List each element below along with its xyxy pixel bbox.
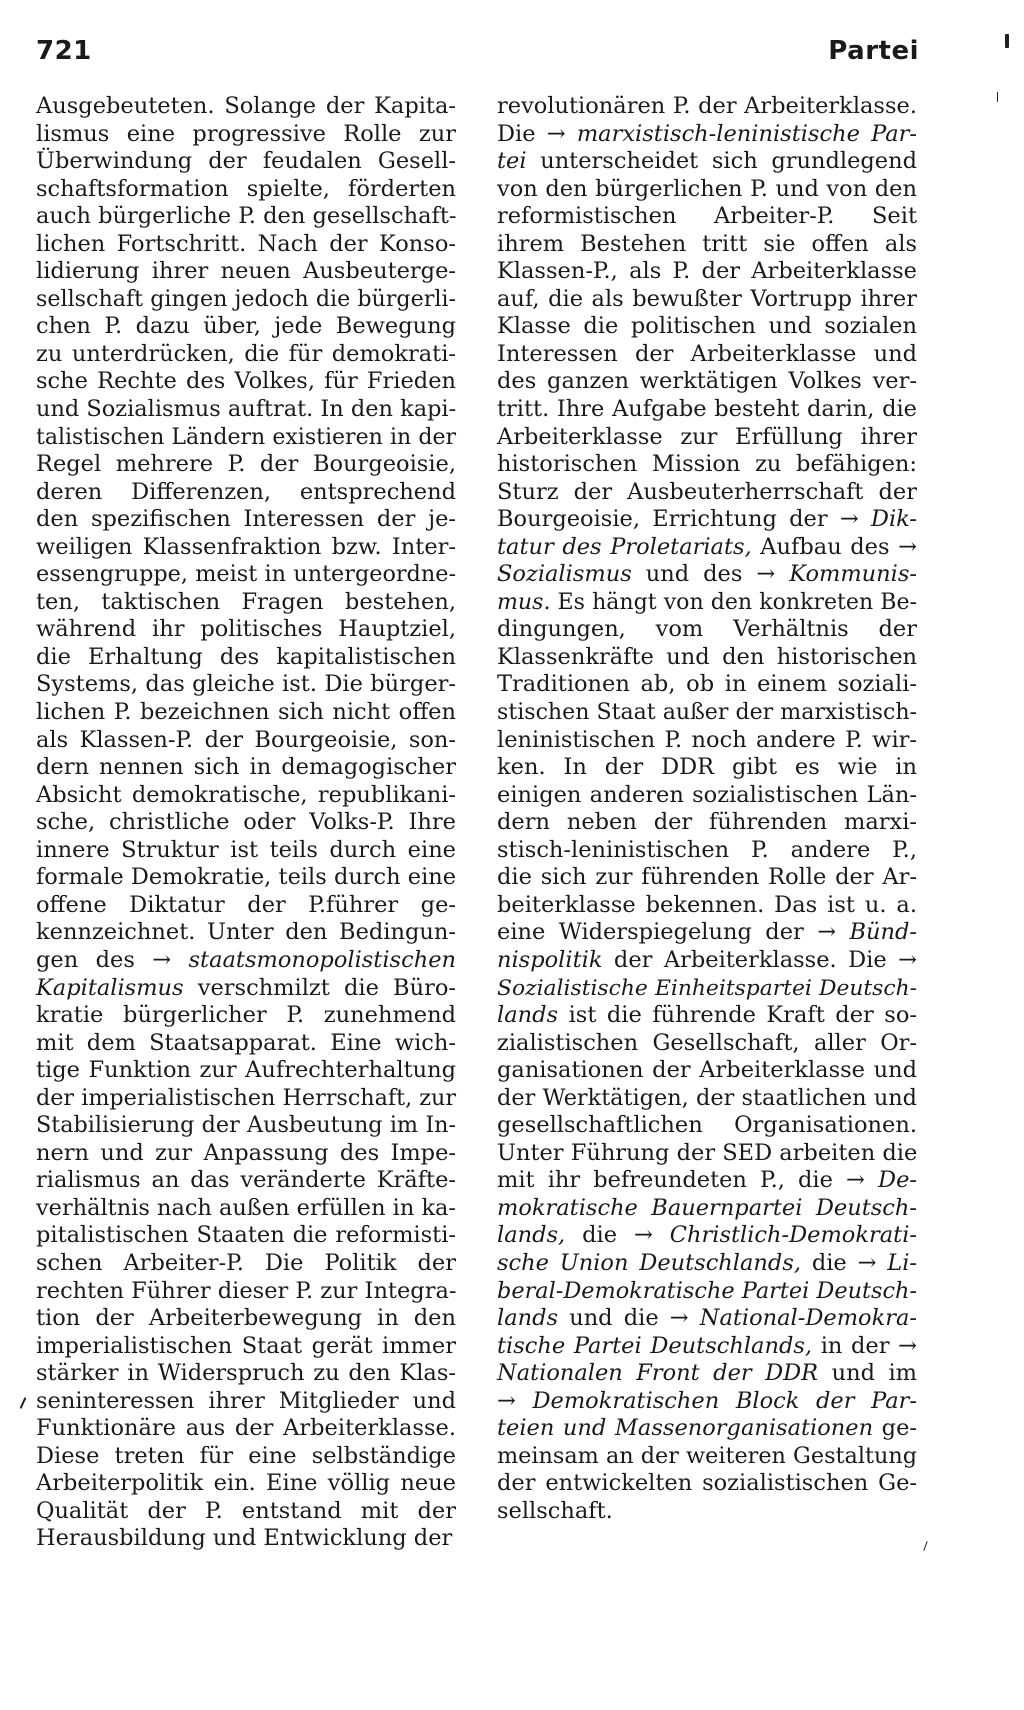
text-line xyxy=(497,1278,917,1306)
text-line xyxy=(36,1333,456,1361)
cross-reference: marxistisch-leninistische Par- xyxy=(576,120,917,147)
text-line xyxy=(497,1305,917,1333)
text-line xyxy=(36,1525,456,1553)
text-line xyxy=(36,809,456,837)
text-segment: revolutionären P. der Arbeiterklasse. xyxy=(497,93,917,119)
text-segment: rechten Führer dieser P. zur Integra- xyxy=(36,1277,457,1304)
text-line xyxy=(36,1388,456,1416)
text-segment: unterscheidet sich grundlegend xyxy=(526,148,917,175)
text-line xyxy=(36,1305,456,1333)
text-segment: der Arbeiterklasse. Die → xyxy=(602,946,917,973)
text-line xyxy=(497,782,917,810)
text-line xyxy=(36,699,456,727)
text-segment: offene Diktatur der P.führer ge- xyxy=(36,891,456,918)
text-line xyxy=(36,1112,456,1140)
text-segment: ihrem Bestehen tritt sie offen als xyxy=(497,230,917,257)
cross-reference: Sozialismus xyxy=(497,561,632,588)
text-segment: beiterklasse bekennen. Das ist u. a. xyxy=(497,891,917,918)
text-segment: Funktionäre aus der Arbeiterklasse. xyxy=(36,1415,456,1442)
text-line xyxy=(36,1167,456,1195)
cross-reference: Li- xyxy=(887,1249,917,1276)
text-line xyxy=(497,1167,917,1195)
cross-reference: Bünd- xyxy=(849,919,917,946)
text-segment: von den bürgerlichen P. und von den xyxy=(497,175,917,202)
text-segment: Klassenkräfte und den historischen xyxy=(497,643,917,670)
text-line xyxy=(497,975,917,1003)
text-segment: ganisationen der Arbeiterklasse und xyxy=(497,1057,917,1084)
text-segment: tige Funktion zur Aufrechterhaltung xyxy=(36,1057,456,1084)
text-line xyxy=(36,1222,456,1250)
text-line xyxy=(497,313,917,341)
text-line xyxy=(497,892,917,920)
text-line xyxy=(497,1030,917,1058)
text-line xyxy=(497,258,917,286)
text-line xyxy=(36,837,456,865)
text-line xyxy=(497,93,917,121)
text-segment: einigen anderen sozialistischen Län- xyxy=(497,781,917,808)
text-segment: schen Arbeiter-P. Die Politik der xyxy=(36,1249,456,1276)
text-line xyxy=(497,368,917,396)
text-segment: imperialistischen Staat gerät immer xyxy=(36,1332,456,1359)
text-segment: und die → xyxy=(558,1305,700,1332)
text-line xyxy=(497,671,917,699)
scan-speck xyxy=(997,92,998,102)
text-line xyxy=(497,396,917,424)
text-segment: ist die führende Kraft der so- xyxy=(558,1002,917,1029)
text-line xyxy=(36,451,456,479)
text-line xyxy=(36,671,456,699)
text-segment: mit dem Staatsapparat. Eine wich- xyxy=(36,1029,456,1056)
text-line xyxy=(36,1195,456,1223)
text-line xyxy=(497,1140,917,1168)
text-segment: schaftsformation spielte, förderten xyxy=(36,175,456,202)
text-segment: lichen Fortschritt. Nach der Konso- xyxy=(36,230,456,257)
text-segment: zu unterdrücken, die für demokrati- xyxy=(36,340,456,367)
text-segment: deren Differenzen, entsprechend xyxy=(36,478,456,505)
text-segment: seninteressen ihrer Mitglieder und xyxy=(36,1387,456,1414)
text-segment: lidierung ihrer neuen Ausbeuterge- xyxy=(36,258,456,285)
text-segment: auch bürgerliche P. den gesellschaft- xyxy=(36,203,457,230)
text-segment: stischen Staat außer der marxistisch- xyxy=(497,700,917,726)
text-segment: Traditionen ab, ob in einem soziali- xyxy=(497,671,917,698)
cross-reference: Demokratischen Block der Par- xyxy=(532,1387,917,1414)
text-line xyxy=(36,396,456,424)
text-segment: leninistischen P. noch andere P. wir- xyxy=(497,726,917,753)
text-line xyxy=(497,561,917,589)
text-line xyxy=(36,1085,456,1113)
text-line xyxy=(36,506,456,534)
text-line xyxy=(497,589,917,617)
text-segment: Unter Führung der SED arbeiten die xyxy=(497,1139,918,1166)
cross-reference: Dik- xyxy=(870,506,917,533)
text-line xyxy=(36,1250,456,1278)
text-segment: reformistischen Arbeiter-P. Seit xyxy=(497,203,917,230)
text-line xyxy=(36,1498,456,1526)
text-line xyxy=(36,1415,456,1443)
text-segment: Regel mehrere P. der Bourgeoisie, xyxy=(36,451,456,478)
text-line xyxy=(497,1002,917,1030)
text-line xyxy=(497,286,917,314)
cross-reference: Christlich-Demokrati- xyxy=(669,1222,917,1249)
text-line xyxy=(497,644,917,672)
text-line xyxy=(497,1470,917,1498)
text-segment: verhältnis nach außen erfüllen in ka- xyxy=(36,1194,456,1221)
text-line xyxy=(497,1498,917,1526)
text-line xyxy=(497,479,917,507)
text-line xyxy=(497,1057,917,1085)
cross-reference: tische Partei Deutschlands, xyxy=(497,1332,813,1359)
text-segment: die → xyxy=(565,1222,670,1249)
text-segment: und im xyxy=(818,1360,917,1387)
text-line xyxy=(497,148,917,176)
text-segment: chen P. dazu über, jede Bewegung xyxy=(36,313,456,340)
text-line xyxy=(36,754,456,782)
text-line xyxy=(497,1443,917,1471)
text-segment: lismus eine progressive Rolle zur xyxy=(36,120,456,147)
cross-reference: tei xyxy=(497,148,527,175)
text-segment: dern neben der führenden marxi- xyxy=(497,809,917,836)
text-line xyxy=(36,616,456,644)
text-segment: auf, die als bewußter Vortrupp ihrer xyxy=(497,285,917,312)
text-segment: ken. In der DDR gibt es wie in xyxy=(497,754,917,781)
text-segment: Überwindung der feudalen Gesell- xyxy=(36,148,456,175)
cross-reference: beral-Demokratische Partei Deutsch- xyxy=(497,1277,917,1304)
text-line xyxy=(36,1002,456,1030)
text-line xyxy=(36,644,456,672)
running-head-title: Partei xyxy=(828,36,919,66)
text-segment: als Klassen-P. der Bourgeoisie, son- xyxy=(36,726,456,753)
text-segment: Interessen der Arbeiterklasse und xyxy=(497,340,917,367)
text-segment: Arbeiterklasse zur Erfüllung ihrer xyxy=(497,423,917,450)
text-line xyxy=(36,975,456,1003)
text-segment: den spezifischen Interessen der je- xyxy=(36,506,456,533)
cross-reference: Nationalen Front der DDR xyxy=(497,1360,819,1387)
text-segment: dern nennen sich in demagogischer xyxy=(36,754,456,781)
text-line xyxy=(36,121,456,149)
cross-reference: nispolitik xyxy=(497,946,603,973)
text-line xyxy=(36,892,456,920)
text-segment: ge- xyxy=(873,1415,917,1442)
text-column-left xyxy=(36,93,456,1553)
cross-reference: teien und Massenorganisationen xyxy=(497,1415,874,1442)
text-segment: Bourgeoisie, Errichtung der → xyxy=(497,506,871,533)
text-segment: Klassen-P., als P. der Arbeiterklasse xyxy=(497,258,917,285)
text-line xyxy=(36,258,456,286)
text-line xyxy=(36,919,456,947)
text-segment: nern und zur Anpassung des Impe- xyxy=(36,1139,456,1166)
text-line xyxy=(497,1388,917,1416)
text-segment: pitalistischen Staaten die reformisti- xyxy=(36,1222,456,1249)
text-segment: Absicht demokratische, republikani- xyxy=(36,781,456,808)
text-line xyxy=(497,1195,917,1223)
text-line xyxy=(497,424,917,452)
cross-reference: Sozialistische Einheitspartei Deutsch- xyxy=(497,975,917,1001)
text-segment: Stabilisierung der Ausbeutung im In- xyxy=(36,1112,456,1139)
cross-reference: tatur des Proletariats, xyxy=(497,533,752,560)
text-line xyxy=(36,479,456,507)
text-segment: zialistischen Gesellschaft, aller Or- xyxy=(497,1029,917,1056)
scan-speck xyxy=(1005,34,1009,48)
text-line xyxy=(497,203,917,231)
text-line xyxy=(497,809,917,837)
text-line xyxy=(497,727,917,755)
scan-speck xyxy=(20,1397,27,1409)
text-segment: und des → xyxy=(631,561,790,588)
text-line xyxy=(497,121,917,149)
text-segment: Aufbau des → xyxy=(751,533,917,560)
text-line xyxy=(497,919,917,947)
text-line xyxy=(36,1360,456,1388)
text-line xyxy=(36,176,456,204)
cross-reference: De- xyxy=(878,1167,917,1194)
text-line xyxy=(36,93,456,121)
text-line xyxy=(36,782,456,810)
text-segment: der entwickelten sozialistischen Ge- xyxy=(497,1470,917,1497)
page-number: 721 xyxy=(36,36,92,66)
text-line xyxy=(497,1333,917,1361)
text-segment: formale Demokratie, teils durch eine xyxy=(36,864,456,891)
text-segment: Sturz der Ausbeuterherrschaft der xyxy=(497,478,917,505)
text-segment: kennzeichnet. Unter den Bedingun- xyxy=(36,919,456,946)
cross-reference: National-Demokra- xyxy=(699,1305,917,1332)
text-segment: in der → xyxy=(812,1332,917,1359)
text-segment: Arbeiterpolitik ein. Eine völlig neue xyxy=(36,1470,456,1497)
text-line xyxy=(497,864,917,892)
text-line xyxy=(497,754,917,782)
text-line xyxy=(36,561,456,589)
text-column-right xyxy=(497,93,917,1525)
cross-reference: lands xyxy=(497,1305,559,1332)
text-segment: der imperialistischen Herrschaft, zur xyxy=(36,1084,456,1111)
text-segment: essengruppe, meist in untergeordne- xyxy=(36,561,456,588)
cross-reference: lands, xyxy=(497,1222,566,1249)
text-line xyxy=(36,534,456,562)
text-line xyxy=(36,589,456,617)
text-segment: die Erhaltung des kapitalistischen xyxy=(36,643,456,670)
text-segment: talistischen Ländern existieren in der xyxy=(36,424,456,450)
text-line xyxy=(36,1470,456,1498)
cross-reference: mus. xyxy=(497,589,551,615)
text-segment: Qualität der P. entstand mit der xyxy=(36,1497,456,1524)
text-segment: sellschaft gingen jedoch die bürgerli- xyxy=(36,285,456,312)
text-line xyxy=(497,947,917,975)
text-segment: sellschaft. xyxy=(497,1497,613,1524)
text-segment: Herausbildung und Entwicklung der xyxy=(36,1525,453,1552)
text-segment: während ihr politisches Hauptziel, xyxy=(36,616,456,643)
text-line xyxy=(36,148,456,176)
text-line xyxy=(36,1278,456,1306)
cross-reference: Kommunis- xyxy=(789,561,917,588)
text-segment: sche Rechte des Volkes, für Frieden xyxy=(36,368,456,395)
text-line xyxy=(497,1085,917,1113)
text-segment: innere Struktur ist teils durch eine xyxy=(36,836,456,863)
text-segment: Die → xyxy=(497,120,577,147)
text-line xyxy=(497,231,917,259)
text-segment: tritt. Ihre Aufgabe besteht darin, die xyxy=(497,396,917,423)
text-segment: rialismus an das veränderte Kräfte- xyxy=(36,1167,456,1194)
text-segment: ten, taktischen Fragen bestehen, xyxy=(36,588,456,615)
text-segment: mit ihr befreundeten P., die → xyxy=(497,1167,879,1194)
text-segment: und Sozialismus auftrat. In den kapi- xyxy=(36,396,457,423)
text-segment: die sich zur führenden Rolle der Ar- xyxy=(497,864,917,891)
text-segment: gesellschaftlichen Organisationen. xyxy=(497,1112,917,1139)
text-segment: die → xyxy=(801,1249,888,1276)
cross-reference: Kapitalismus xyxy=(36,974,184,1001)
scan-speck xyxy=(923,1541,927,1551)
text-segment: historischen Mission zu befähigen: xyxy=(497,451,917,478)
cross-reference: staatsmonopolistischen xyxy=(188,946,456,973)
text-segment: Es hängt von den konkreten Be- xyxy=(550,589,917,615)
text-segment: des ganzen werktätigen Volkes ver- xyxy=(497,368,917,395)
text-line xyxy=(36,1140,456,1168)
text-segment: dingungen, vom Verhältnis der xyxy=(497,616,917,643)
text-line xyxy=(36,231,456,259)
text-segment: kratie bürgerlicher P. zunehmend xyxy=(36,1002,456,1029)
text-line xyxy=(497,176,917,204)
text-segment: gen des → xyxy=(36,946,189,973)
text-segment: verschmilzt die Büro- xyxy=(183,974,456,1001)
text-segment: sche, christliche oder Volks-P. Ihre xyxy=(36,809,456,836)
text-line xyxy=(36,727,456,755)
text-line xyxy=(36,1443,456,1471)
text-line xyxy=(36,424,456,452)
text-line xyxy=(497,837,917,865)
text-line xyxy=(36,203,456,231)
cross-reference: mokratische Bauernpartei Deutsch- xyxy=(497,1194,917,1221)
text-segment: eine Widerspiegelung der → xyxy=(497,919,850,946)
text-line xyxy=(497,1112,917,1140)
text-line xyxy=(497,1360,917,1388)
text-line xyxy=(36,947,456,975)
cross-reference: sche Union Deutschlands, xyxy=(497,1249,802,1276)
text-line xyxy=(497,699,917,727)
text-segment: stärker in Widerspruch zu den Klas- xyxy=(36,1360,456,1387)
text-line xyxy=(36,1030,456,1058)
text-segment: tion der Arbeiterbewegung in den xyxy=(36,1305,456,1332)
text-line xyxy=(36,368,456,396)
text-segment: Klasse die politischen und sozialen xyxy=(497,313,917,340)
text-line xyxy=(36,313,456,341)
text-segment: der Werktätigen, der staatlichen und xyxy=(497,1084,917,1111)
text-segment: Systems, das gleiche ist. Die bürger- xyxy=(36,671,456,698)
text-line xyxy=(36,864,456,892)
text-segment: weiligen Klassenfraktion bzw. Inter- xyxy=(36,533,456,560)
text-line xyxy=(497,506,917,534)
text-line xyxy=(36,341,456,369)
text-line xyxy=(497,1250,917,1278)
text-line xyxy=(497,616,917,644)
text-line xyxy=(497,341,917,369)
text-segment: meinsam an der weiteren Gestaltung xyxy=(497,1442,917,1469)
cross-reference: lands xyxy=(497,1002,559,1029)
text-segment: stisch-leninistischen P. andere P., xyxy=(497,836,917,863)
text-line xyxy=(497,1222,917,1250)
text-segment: Ausgebeuteten. Solange der Kapita- xyxy=(36,93,456,119)
text-line xyxy=(36,286,456,314)
text-segment: Diese treten für eine selbständige xyxy=(36,1442,456,1469)
text-segment: lichen P. bezeichnen sich nicht offen xyxy=(36,699,456,726)
text-segment: → xyxy=(497,1387,533,1414)
text-line xyxy=(497,1415,917,1443)
text-line xyxy=(497,451,917,479)
text-line xyxy=(497,534,917,562)
text-line xyxy=(36,1057,456,1085)
